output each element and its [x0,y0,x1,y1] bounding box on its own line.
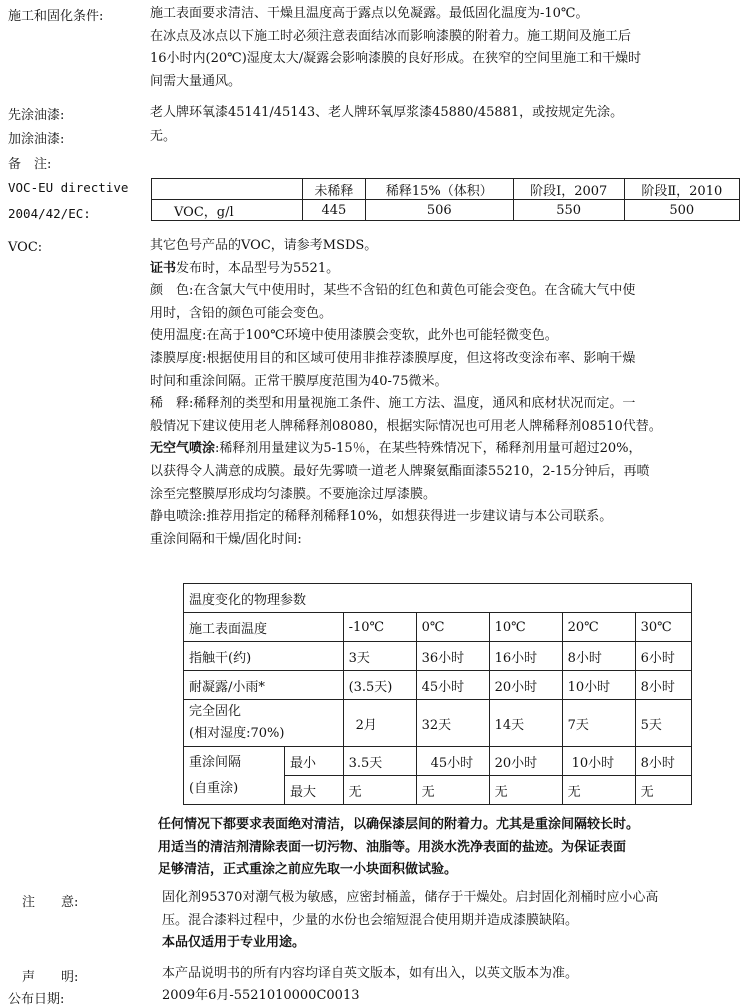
table-header: 0℃ [416,613,489,642]
table-cell: 32天 [416,700,489,747]
certificate-bold: 证书 [150,260,177,276]
voc-eu-label: VOC-EU directive [8,180,129,195]
table-cell: 550 [513,200,624,221]
table-cell: 45小时 [416,747,489,776]
cure-table [183,583,692,805]
professional-use-note: 本品仅适用于专业用途。 [162,935,306,951]
table-cell: 无 [562,776,635,805]
recoat-self-label: (自重涂) [189,780,239,796]
table-cell: 6小时 [635,642,691,671]
table-row [184,747,692,776]
topcoat-label: 加涂油漆: [8,132,65,147]
conditions-line: 施工表面要求清洁、干燥且温度高于露点以免凝露。最低固化温度为-10℃。 [150,6,589,21]
table-header: 30℃ [635,613,691,642]
voc-eu-table [151,178,740,221]
warning-line: 用适当的清洁剂清除表面一切污物、油脂等。用淡水洗净表面的盐迹。为保证表面 [158,839,627,855]
table-header: -10℃ [343,613,416,642]
table-row [184,613,692,642]
table-cell: 无 [635,776,691,805]
attention-text [162,887,752,955]
table-cell: 2月 [343,700,416,747]
airless-note [150,438,740,461]
table-cell: 14天 [489,700,562,747]
table-cell: 8小时 [635,747,691,776]
electrostatic-note: 静电喷涂:推荐用指定的稀释剂稀释10%，如想获得进一步建议请与本公司联系。 [150,509,613,525]
table-cell [184,747,285,805]
color-note: 颜 色:在含氯大气中使用时，某些不含铅的红色和黄色可能会变色。在含硫大气中使 [150,283,636,299]
cure-label: 完全固化 [189,704,242,719]
notes-text [150,235,740,551]
primer-value: 老人牌环氧漆45141/45143、老人牌环氧厚浆漆45880/45881，或按规定先涂。 [150,105,624,120]
attention-line: 固化剂95370对潮气极为敏感，应密封桶盖，储存于干燥处。启封固化剂桶时应小心高 [162,890,659,905]
statement-value: 本产品说明书的所有内容均译自英文版本，如有出入，以英文版本为准。 [162,966,579,981]
conditions-line: 16小时内(20℃)湿度太大/凝露会影响漆膜的良好形成。在狭窄的空间里施工和干燥时 [150,51,642,67]
table-title: 温度变化的物理参数 [184,584,692,613]
recoat-title: 重涂间隔和干燥/固化时间: [150,531,302,547]
table-cell: VOC，g/l [152,200,303,221]
table-cell: 8小时 [562,642,635,671]
conditions-line: 在冰点及冰点以下施工时必须注意表面结冰而影响漆膜的附着力。施工期间及施工后 [150,28,632,44]
table-header: 施工表面温度 [184,613,344,642]
publish-date-value: 2009年6月-5521010000C0013 [162,988,360,1003]
table-row [184,671,692,700]
thickness-note: 漆膜厚度:根据使用目的和区域可使用非推荐漆膜厚度，但这将改变涂布率、影响干燥 [150,350,636,366]
statement-label: 声 明: [22,970,79,985]
recoat-label: 重涂间隔 [189,754,242,770]
warning-line: 任何情况下都要求表面绝对清洁，以确保漆层间的附着力。尤其是重涂间隔较长时。 [158,817,640,832]
conditions-text [150,3,740,93]
table-header: 阶段Ⅰ，2007 [513,179,624,200]
table-cell: (3.5天) [343,671,416,700]
cleanliness-warning [158,814,748,882]
table-cell: 无 [343,776,416,805]
thickness-note: 时间和重涂间隔。正常干膜厚度范围为40-75微米。 [150,373,448,389]
publish-date-label: 公布日期: [8,992,65,1007]
voc-eu-directive-label: 2004/42/EC: [8,206,91,221]
airless-bold: 无空气喷涂 [150,441,216,457]
cure-humidity-label: (相对湿度:70%) [189,726,285,741]
voc-label: VOC: [8,240,43,255]
table-cell: 36小时 [416,642,489,671]
airless-note: 涂至完整膜厚形成均匀漆膜。不要施涂过厚漆膜。 [150,486,437,502]
voc-msds-note: 其它色号产品的VOC，请参考MSDS。 [150,238,378,253]
temperature-note: 使用温度:在高于100℃环境中使用漆膜会变软，此外也可能轻微变色。 [150,328,558,344]
table-cell: 5天 [635,700,691,747]
table-cell: 3.5天 [343,747,416,776]
topcoat-value: 无。 [150,129,177,144]
table-cell: 10小时 [562,671,635,700]
table-cell: 最大 [285,776,344,805]
table-cell: 无 [416,776,489,805]
table-cell: 445 [303,200,366,221]
table-row [152,200,740,221]
table-cell [152,179,303,200]
color-note: 用时，含铅的颜色可能会变色。 [150,305,333,321]
table-cell: 耐凝露/小雨* [184,671,344,700]
conditions-line: 间需大量通风。 [150,73,242,89]
certificate-note [150,258,740,281]
table-cell: 7天 [562,700,635,747]
table-cell: 16小时 [489,642,562,671]
table-cell: 506 [365,200,513,221]
table-cell: 20小时 [489,671,562,700]
table-header: 稀释15%（体积） [365,179,513,200]
table-cell: 最小 [285,747,344,776]
primer-label: 先涂油漆: [8,108,65,123]
table-row [152,179,740,200]
table-cell: 8小时 [635,671,691,700]
attention-line: 压。混合漆料过程中，少量的水份也会缩短混合使用期并造成漆膜缺陷。 [162,912,579,928]
table-cell: 45小时 [416,671,489,700]
thinner-note: 般情况下建议使用老人牌稀释剂08080，根据实际情况也可用老人牌稀释剂08510代替。 [150,418,662,434]
table-cell: 3天 [343,642,416,671]
table-cell: 20小时 [489,747,562,776]
table-cell [184,700,344,747]
table-cell: 10小时 [562,747,635,776]
table-header: 阶段Ⅱ，2010 [624,179,739,200]
airless-rest: :稀释剂用量建议为5-15％，在某些特殊情况下，稀释剂用量可超过20%， [215,441,642,457]
table-header: 未稀释 [303,179,366,200]
thinner-note: 稀 释:稀释剂的类型和用量视施工条件、施工方法、温度，通风和底材状况而定。一 [150,396,636,412]
airless-note: 以获得令人满意的成膜。最好先雾喷一道老人牌聚氨酯面漆55210，2-15分钟后，再喷 [150,463,650,479]
table-cell: 指触干(约) [184,642,344,671]
table-cell: 500 [624,200,739,221]
certificate-rest: 发布时，本品型号为5521。 [176,260,340,276]
conditions-label: 施工和固化条件: [8,9,104,24]
attention-label: 注 意: [22,895,79,910]
table-row [184,642,692,671]
warning-line: 足够清洁，正式重涂之前应先取一小块面积做试验。 [158,862,458,878]
remarks-label: 备 注: [8,157,52,172]
table-row [184,584,692,613]
table-header: 10℃ [489,613,562,642]
table-header: 20℃ [562,613,635,642]
table-row [184,700,692,747]
table-cell: 无 [489,776,562,805]
